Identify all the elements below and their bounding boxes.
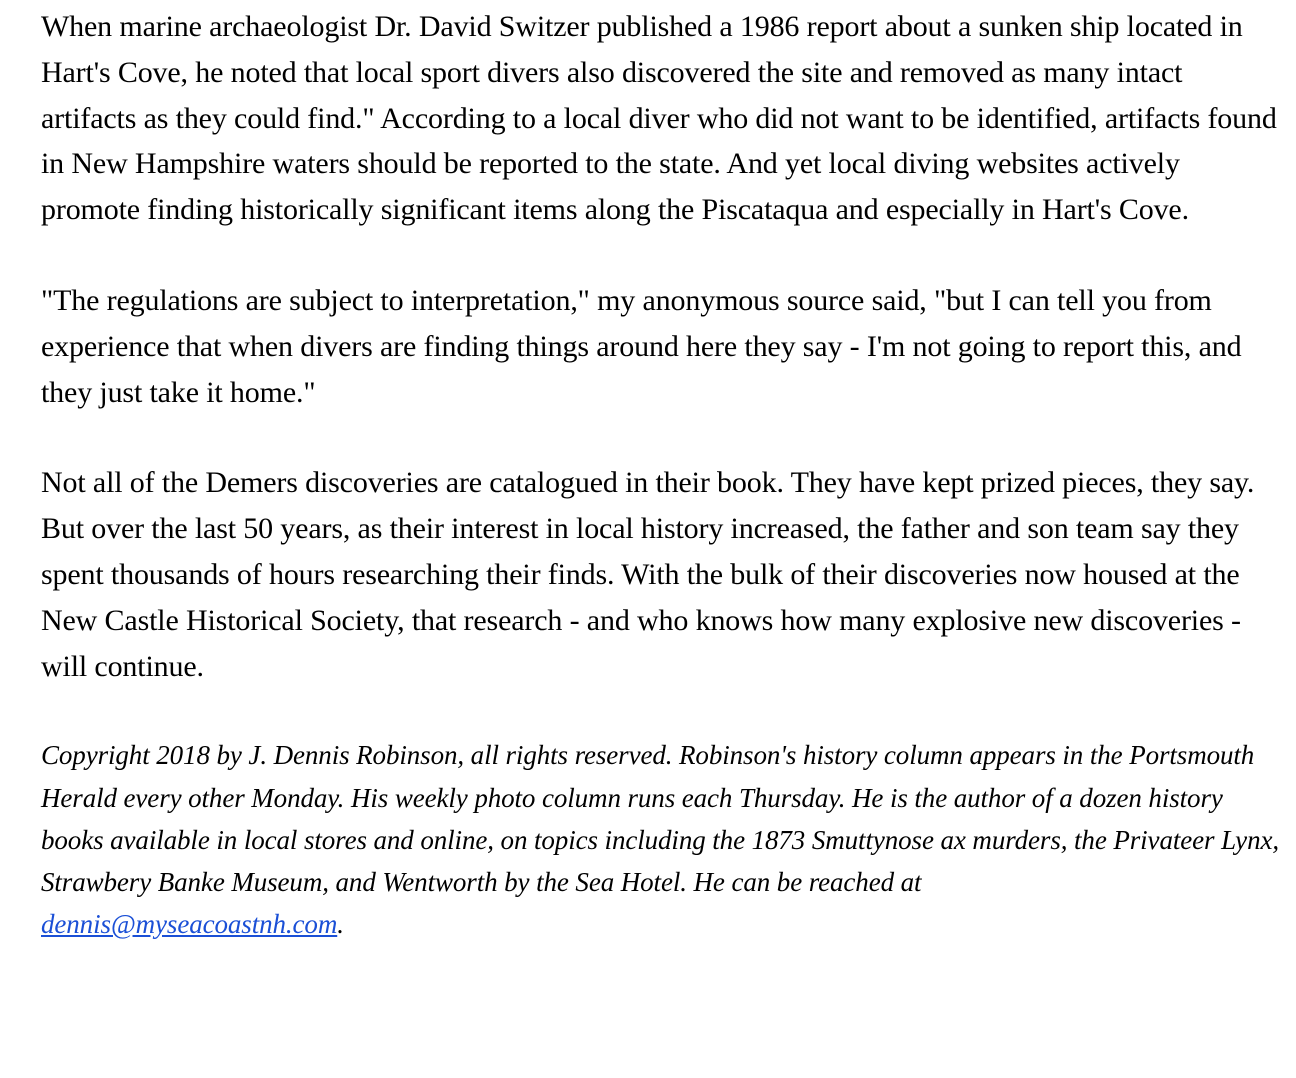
copyright-text: Copyright 2018 by J. Dennis Robinson, all rights reserved. Robinson's history column appears in the Portsmouth Herald every other Monday. His weekly photo column runs each Thursday. He is the author of a dozen history books available in local stores and online, on topics including the 1873 Smuttynose ax murders, the Privateer Lynx, Strawbery Banke Museum, and Wentworth by the Sea Hotel. He can be reached at xyxy=(41,740,1280,897)
copyright-notice xyxy=(41,734,1281,945)
author-email-link[interactable]: dennis@myseacoastnh.com xyxy=(41,909,338,940)
article-body xyxy=(41,4,1281,945)
copyright-trailing-period: . xyxy=(337,909,344,940)
paragraph-anonymous-source: "The regulations are subject to interpretation," my anonymous source said, "but I can tell you from experience that when divers are finding things around here they say - I'm not going to report this, and they just take it home." xyxy=(41,283,1242,409)
paragraph-switzer-report: When marine archaeologist Dr. David Switzer published a 1986 report about a sunken ship located in Hart's Cove, he noted that local sport divers also discovered the site and removed as many intact artifacts as they could find." According to a local diver who did not want to be identified, artifacts found in New Hampshire waters should be reported to the state. And yet local diving websites actively promote finding historically significant items along the Piscataqua and especially in Hart's Cove. xyxy=(41,10,1277,227)
paragraph-demers-discoveries: Not all of the Demers discoveries are catalogued in their book. They have kept prized pieces, they say. But over the last 50 years, as their interest in local history increased, the father and son team say they spent thousands of hours researching their finds. With the bulk of their discoveries now housed at the New Castle Historical Society, that research - and who knows how many explosive new discoveries - will continue. xyxy=(41,466,1255,683)
